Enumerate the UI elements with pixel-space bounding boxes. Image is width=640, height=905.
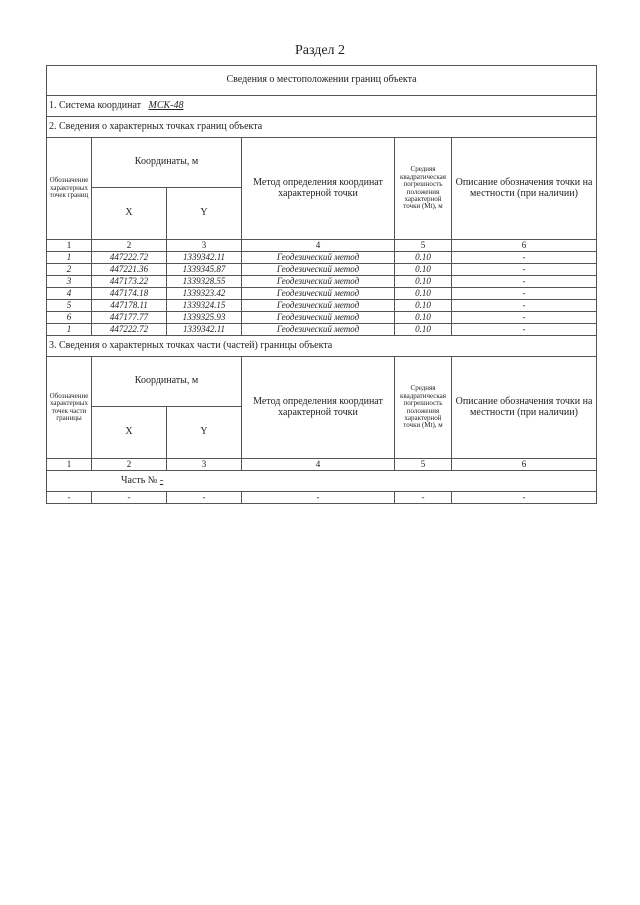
point-error: 0.10	[395, 276, 452, 288]
header-description: Описание обозначения точки на местности (при наличии)	[452, 357, 597, 459]
header-point-designation: Обозначение характерных точек границ	[47, 138, 92, 240]
col-number: 3	[167, 459, 242, 471]
point-y: 1339324.15	[167, 300, 242, 312]
part-value: -	[159, 474, 164, 486]
point-description: -	[452, 312, 597, 324]
point-x: 447222.72	[92, 324, 167, 336]
col-number: 1	[47, 459, 92, 471]
empty-cell: -	[47, 492, 92, 504]
section-heading: Раздел 2	[294, 43, 346, 58]
point-x: 447222.72	[92, 252, 167, 264]
empty-cell: -	[242, 492, 395, 504]
point-x: 447178.11	[92, 300, 167, 312]
header-error: Средняя квадратическая погрешность положения характерной точки (Mt), м	[395, 357, 452, 459]
coord-system-value: МСК-48	[148, 99, 184, 111]
point-number: 4	[47, 288, 92, 300]
point-method: Геодезический метод	[242, 312, 395, 324]
point-method: Геодезический метод	[242, 300, 395, 312]
point-number: 5	[47, 300, 92, 312]
empty-cell: -	[92, 492, 167, 504]
header-coordinates: Координаты, м	[92, 138, 242, 188]
point-y: 1339325.93	[167, 312, 242, 324]
table-title: Сведения о местоположении границ объекта	[47, 66, 597, 96]
col-number: 5	[395, 459, 452, 471]
header-part-point-designation: Обозначение характерных точек части границы	[47, 357, 92, 459]
header-y: Y	[167, 407, 242, 459]
header-y: Y	[167, 188, 242, 240]
part-label: Часть №	[121, 474, 158, 486]
point-method: Геодезический метод	[242, 276, 395, 288]
col-number: 1	[47, 240, 92, 252]
header-error: Средняя квадратическая погрешность положения характерной точки (Mt), м	[395, 138, 452, 240]
col-number: 6	[452, 459, 597, 471]
empty-cell: -	[167, 492, 242, 504]
header-x: X	[92, 188, 167, 240]
point-description: -	[452, 300, 597, 312]
point-y: 1339328.55	[167, 276, 242, 288]
point-number: 1	[47, 252, 92, 264]
point-y: 1339342.11	[167, 252, 242, 264]
header-description: Описание обозначения точки на местности (при наличии)	[452, 138, 597, 240]
table-row	[47, 300, 597, 312]
header-method: Метод определения координат характерной точки	[242, 138, 395, 240]
header-x: X	[92, 407, 167, 459]
table-row	[47, 264, 597, 276]
point-error: 0.10	[395, 312, 452, 324]
col-number: 3	[167, 240, 242, 252]
point-number: 3	[47, 276, 92, 288]
col-number: 2	[92, 459, 167, 471]
table-row	[47, 324, 597, 336]
empty-cell: -	[395, 492, 452, 504]
point-error: 0.10	[395, 252, 452, 264]
point-y: 1339345.87	[167, 264, 242, 276]
column-numbers-row	[47, 459, 597, 471]
col-number: 2	[92, 240, 167, 252]
table-row	[47, 276, 597, 288]
coord-system-label: 1. Система координат	[49, 99, 142, 111]
point-description: -	[452, 276, 597, 288]
point-x: 447173.22	[92, 276, 167, 288]
table-row	[47, 312, 597, 324]
table-row	[47, 288, 597, 300]
point-description: -	[452, 252, 597, 264]
boundary-table	[46, 65, 597, 504]
point-error: 0.10	[395, 324, 452, 336]
point-x: 447177.77	[92, 312, 167, 324]
empty-cell: -	[452, 492, 597, 504]
point-method: Геодезический метод	[242, 252, 395, 264]
point-number: 6	[47, 312, 92, 324]
point-method: Геодезический метод	[242, 288, 395, 300]
col-number: 5	[395, 240, 452, 252]
col-number: 4	[242, 459, 395, 471]
table-row	[47, 252, 597, 264]
point-method: Геодезический метод	[242, 324, 395, 336]
section3-title: 3. Сведения о характерных точках части (частей) границы объекта	[47, 336, 597, 357]
column-numbers-row	[47, 240, 597, 252]
point-error: 0.10	[395, 288, 452, 300]
point-x: 447174.18	[92, 288, 167, 300]
point-error: 0.10	[395, 300, 452, 312]
coord-system-row	[47, 96, 597, 117]
part-row	[47, 471, 597, 492]
point-number: 1	[47, 324, 92, 336]
col-number: 4	[242, 240, 395, 252]
point-method: Геодезический метод	[242, 264, 395, 276]
empty-part-row	[47, 492, 597, 504]
point-description: -	[452, 324, 597, 336]
col-number: 6	[452, 240, 597, 252]
header-method: Метод определения координат характерной точки	[242, 357, 395, 459]
point-y: 1339342.11	[167, 324, 242, 336]
point-number: 2	[47, 264, 92, 276]
point-x: 447221.36	[92, 264, 167, 276]
point-description: -	[452, 288, 597, 300]
header-coordinates: Координаты, м	[92, 357, 242, 407]
section2-title: 2. Сведения о характерных точках границ объекта	[47, 117, 597, 138]
point-error: 0.10	[395, 264, 452, 276]
point-description: -	[452, 264, 597, 276]
point-y: 1339323.42	[167, 288, 242, 300]
